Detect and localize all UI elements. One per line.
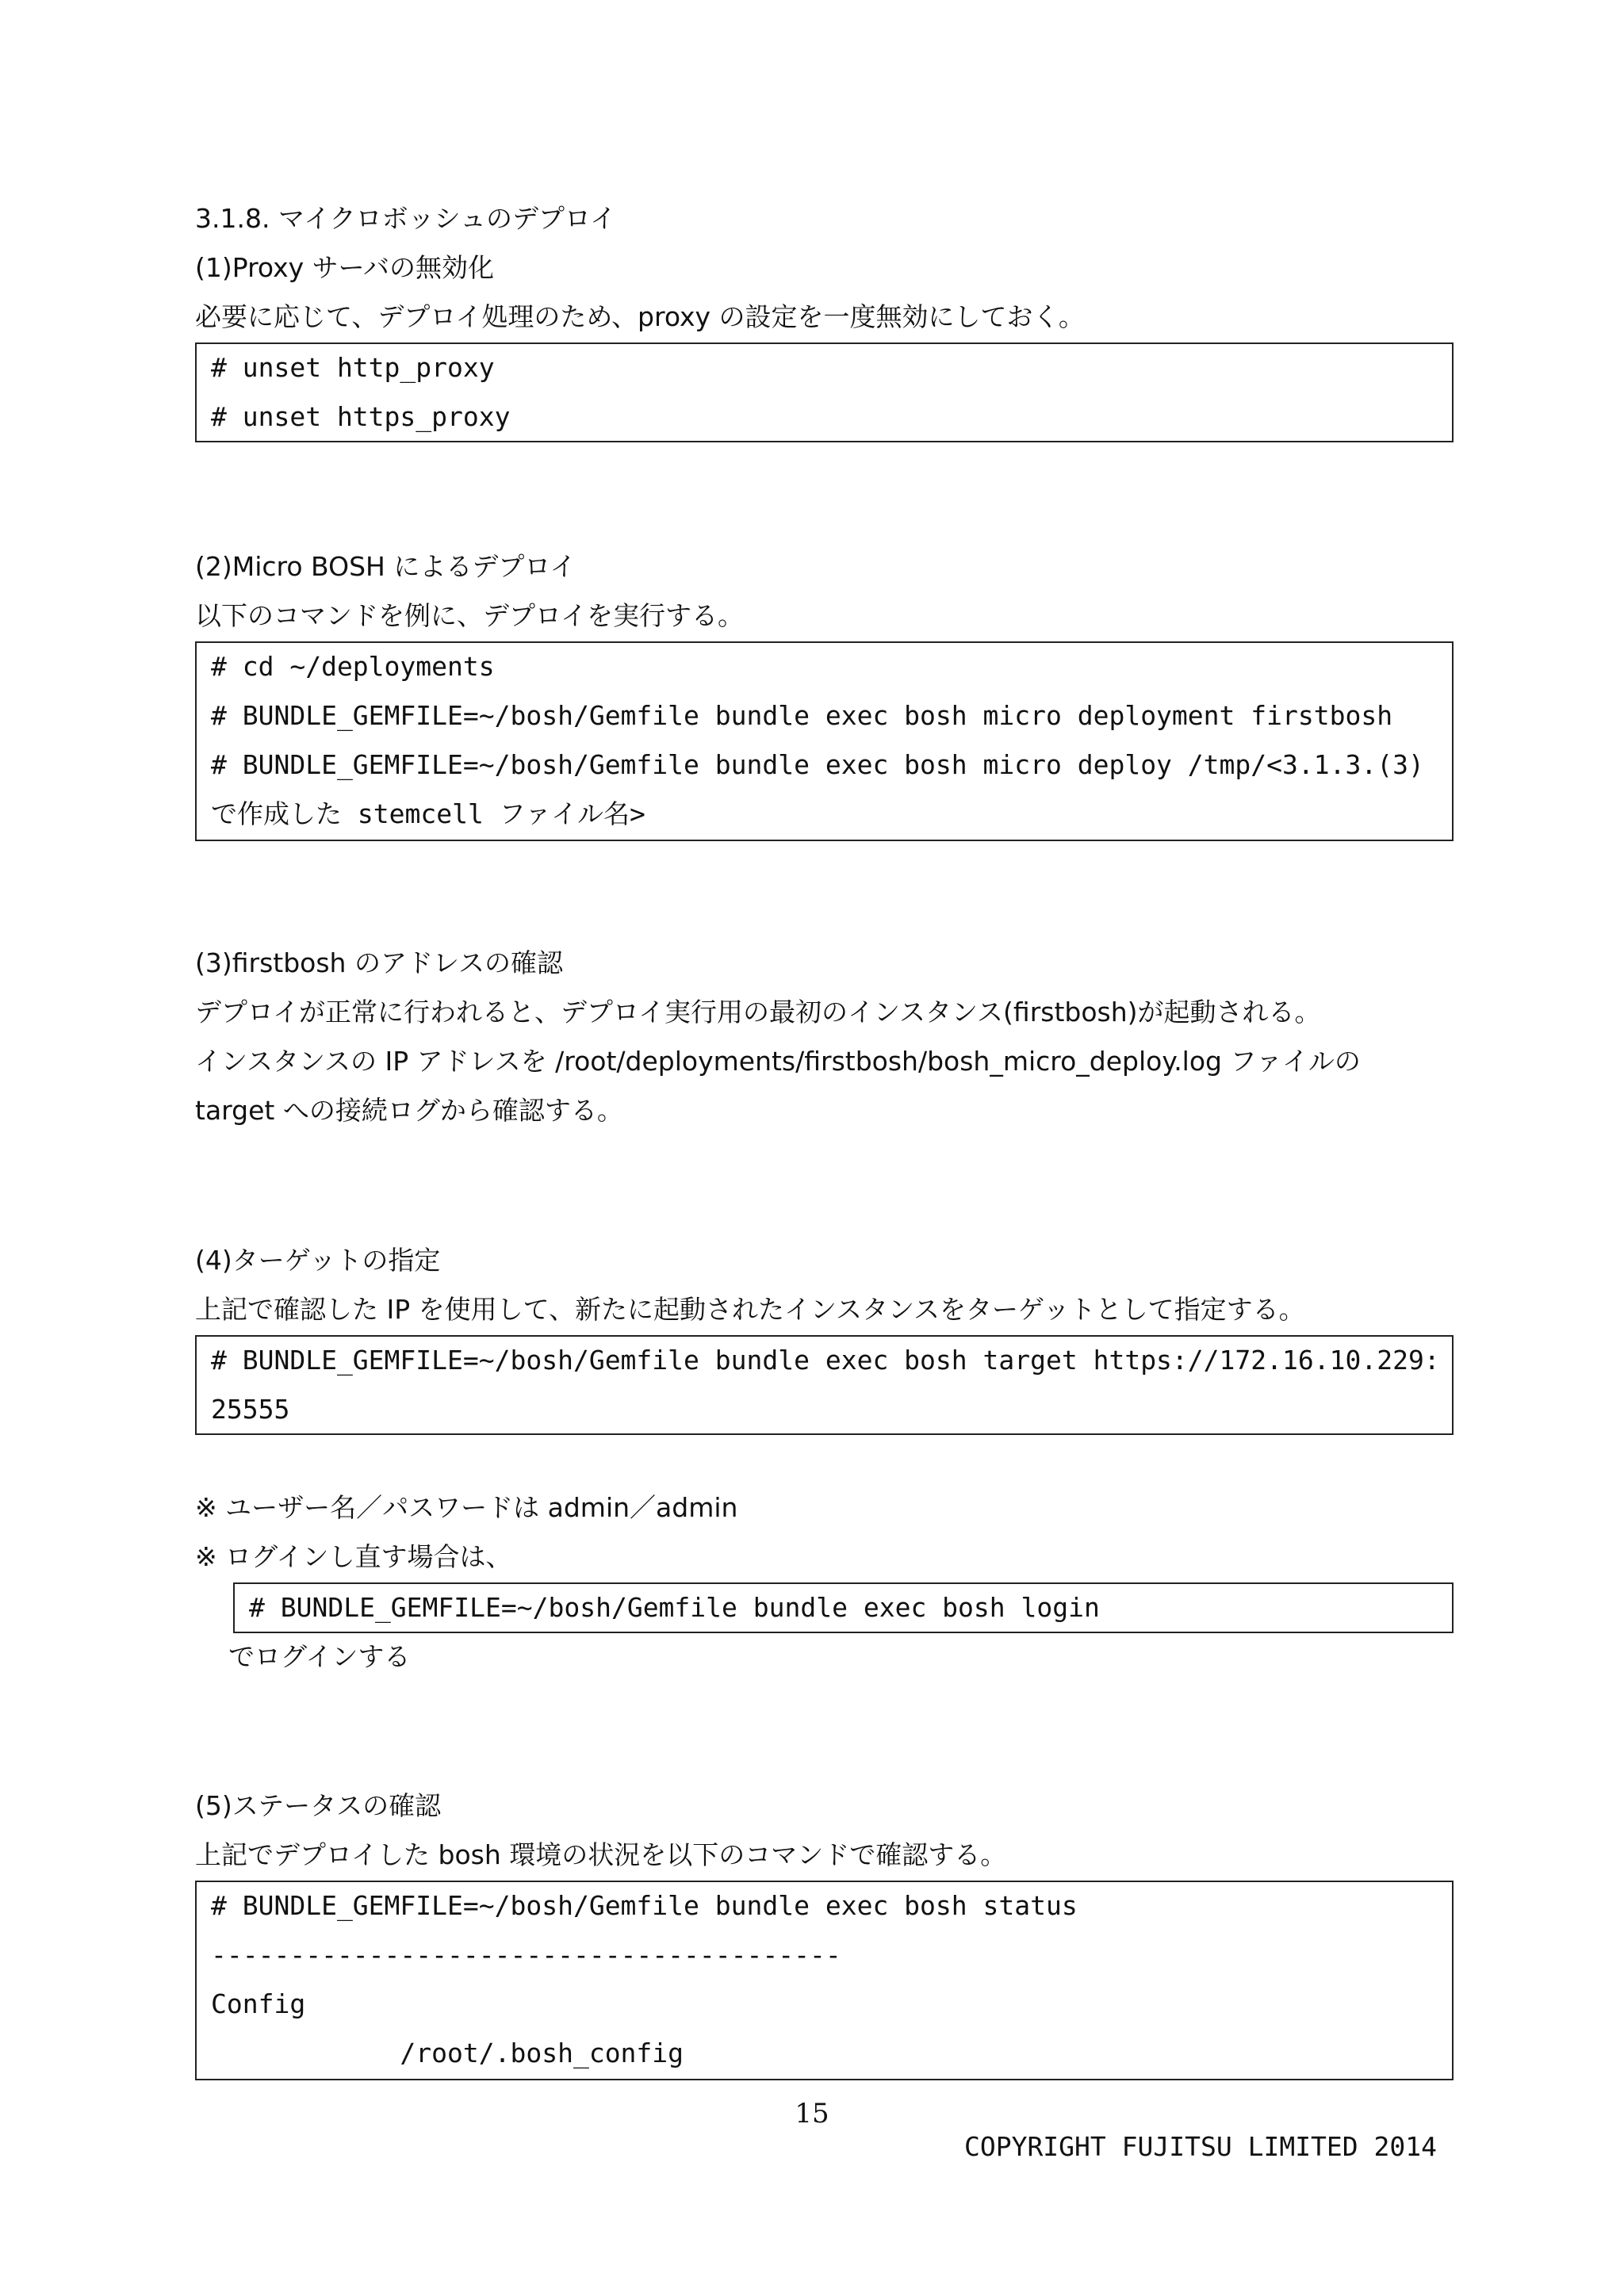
s2-code-box (195, 641, 1454, 841)
s5-title: (5)ステータスの確認 (195, 1790, 442, 1821)
s4-code-box (195, 1335, 1454, 1435)
code-line: # BUNDLE_GEMFILE=~/bosh/Gemfile bundle exec bosh login (249, 1592, 1100, 1623)
copyright-notice: COPYRIGHT FUJITSU LIMITED 2014 (963, 2131, 1437, 2162)
s3-title: (3)firstbosh のアドレスの確認 (195, 947, 563, 978)
s4-note-credentials: ※ ユーザー名／パスワードは admin／admin (195, 1492, 738, 1523)
code-line: # unset https_proxy (211, 401, 511, 432)
s4-note-relogin: ※ ログインし直す場合は、 (195, 1541, 512, 1572)
s1-code-box (195, 342, 1454, 442)
code-line: # BUNDLE_GEMFILE=~/bosh/Gemfile bundle exec bosh micro deploy /tmp/<3.1.3.(3) (211, 749, 1424, 780)
s3-line: インスタンスの IP アドレスを /root/deployments/firstbosh/bosh_micro_deploy.log ファイルの (195, 1046, 1361, 1077)
s4-description: 上記で確認した IP を使用して、新たに起動されたインスタンスをターゲットとして指定する。 (195, 1294, 1305, 1325)
s5-code-box (195, 1881, 1454, 2080)
s2-description: 以下のコマンドを例に、デプロイを実行する。 (195, 600, 745, 631)
s1-description: 必要に応じて、デプロイ処理のため、proxy の設定を一度無効にしておく。 (195, 301, 1085, 332)
page-number: 15 (795, 2098, 829, 2130)
s4-login-code-box (233, 1582, 1454, 1633)
code-line: # unset http_proxy (211, 352, 495, 383)
code-line: /root/.bosh_config (211, 2038, 684, 2068)
s3-line: target への接続ログから確認する。 (195, 1095, 623, 1126)
code-line: # BUNDLE_GEMFILE=~/bosh/Gemfile bundle exec bosh target https://172.16.10.229: (211, 1345, 1440, 1376)
code-line: Config (211, 1988, 306, 2019)
s2-title: (2)Micro BOSH によるデプロイ (195, 551, 576, 582)
code-line: # cd ~/deployments (211, 651, 495, 682)
code-line: で作成した stemcell ファイル名> (211, 798, 645, 829)
section-heading: 3.1.8. マイクロボッシュのデプロイ (195, 203, 616, 234)
s3-line: デプロイが正常に行われると、デプロイ実行用の最初のインスタンス(firstbosh)が起動される。 (195, 997, 1321, 1027)
s4-note-login: でログインする (228, 1641, 411, 1672)
s1-title: (1)Proxy サーバの無効化 (195, 252, 494, 283)
s5-description: 上記でデプロイした bosh 環境の状況を以下のコマンドで確認する。 (195, 1839, 1007, 1870)
code-line: # BUNDLE_GEMFILE=~/bosh/Gemfile bundle exec bosh status (211, 1890, 1078, 1921)
s4-title: (4)ターゲットの指定 (195, 1245, 441, 1276)
code-line: ---------------------------------------- (211, 1939, 841, 1970)
code-line: 25555 (211, 1394, 290, 1425)
code-line: # BUNDLE_GEMFILE=~/bosh/Gemfile bundle exec bosh micro deployment firstbosh (211, 700, 1393, 731)
